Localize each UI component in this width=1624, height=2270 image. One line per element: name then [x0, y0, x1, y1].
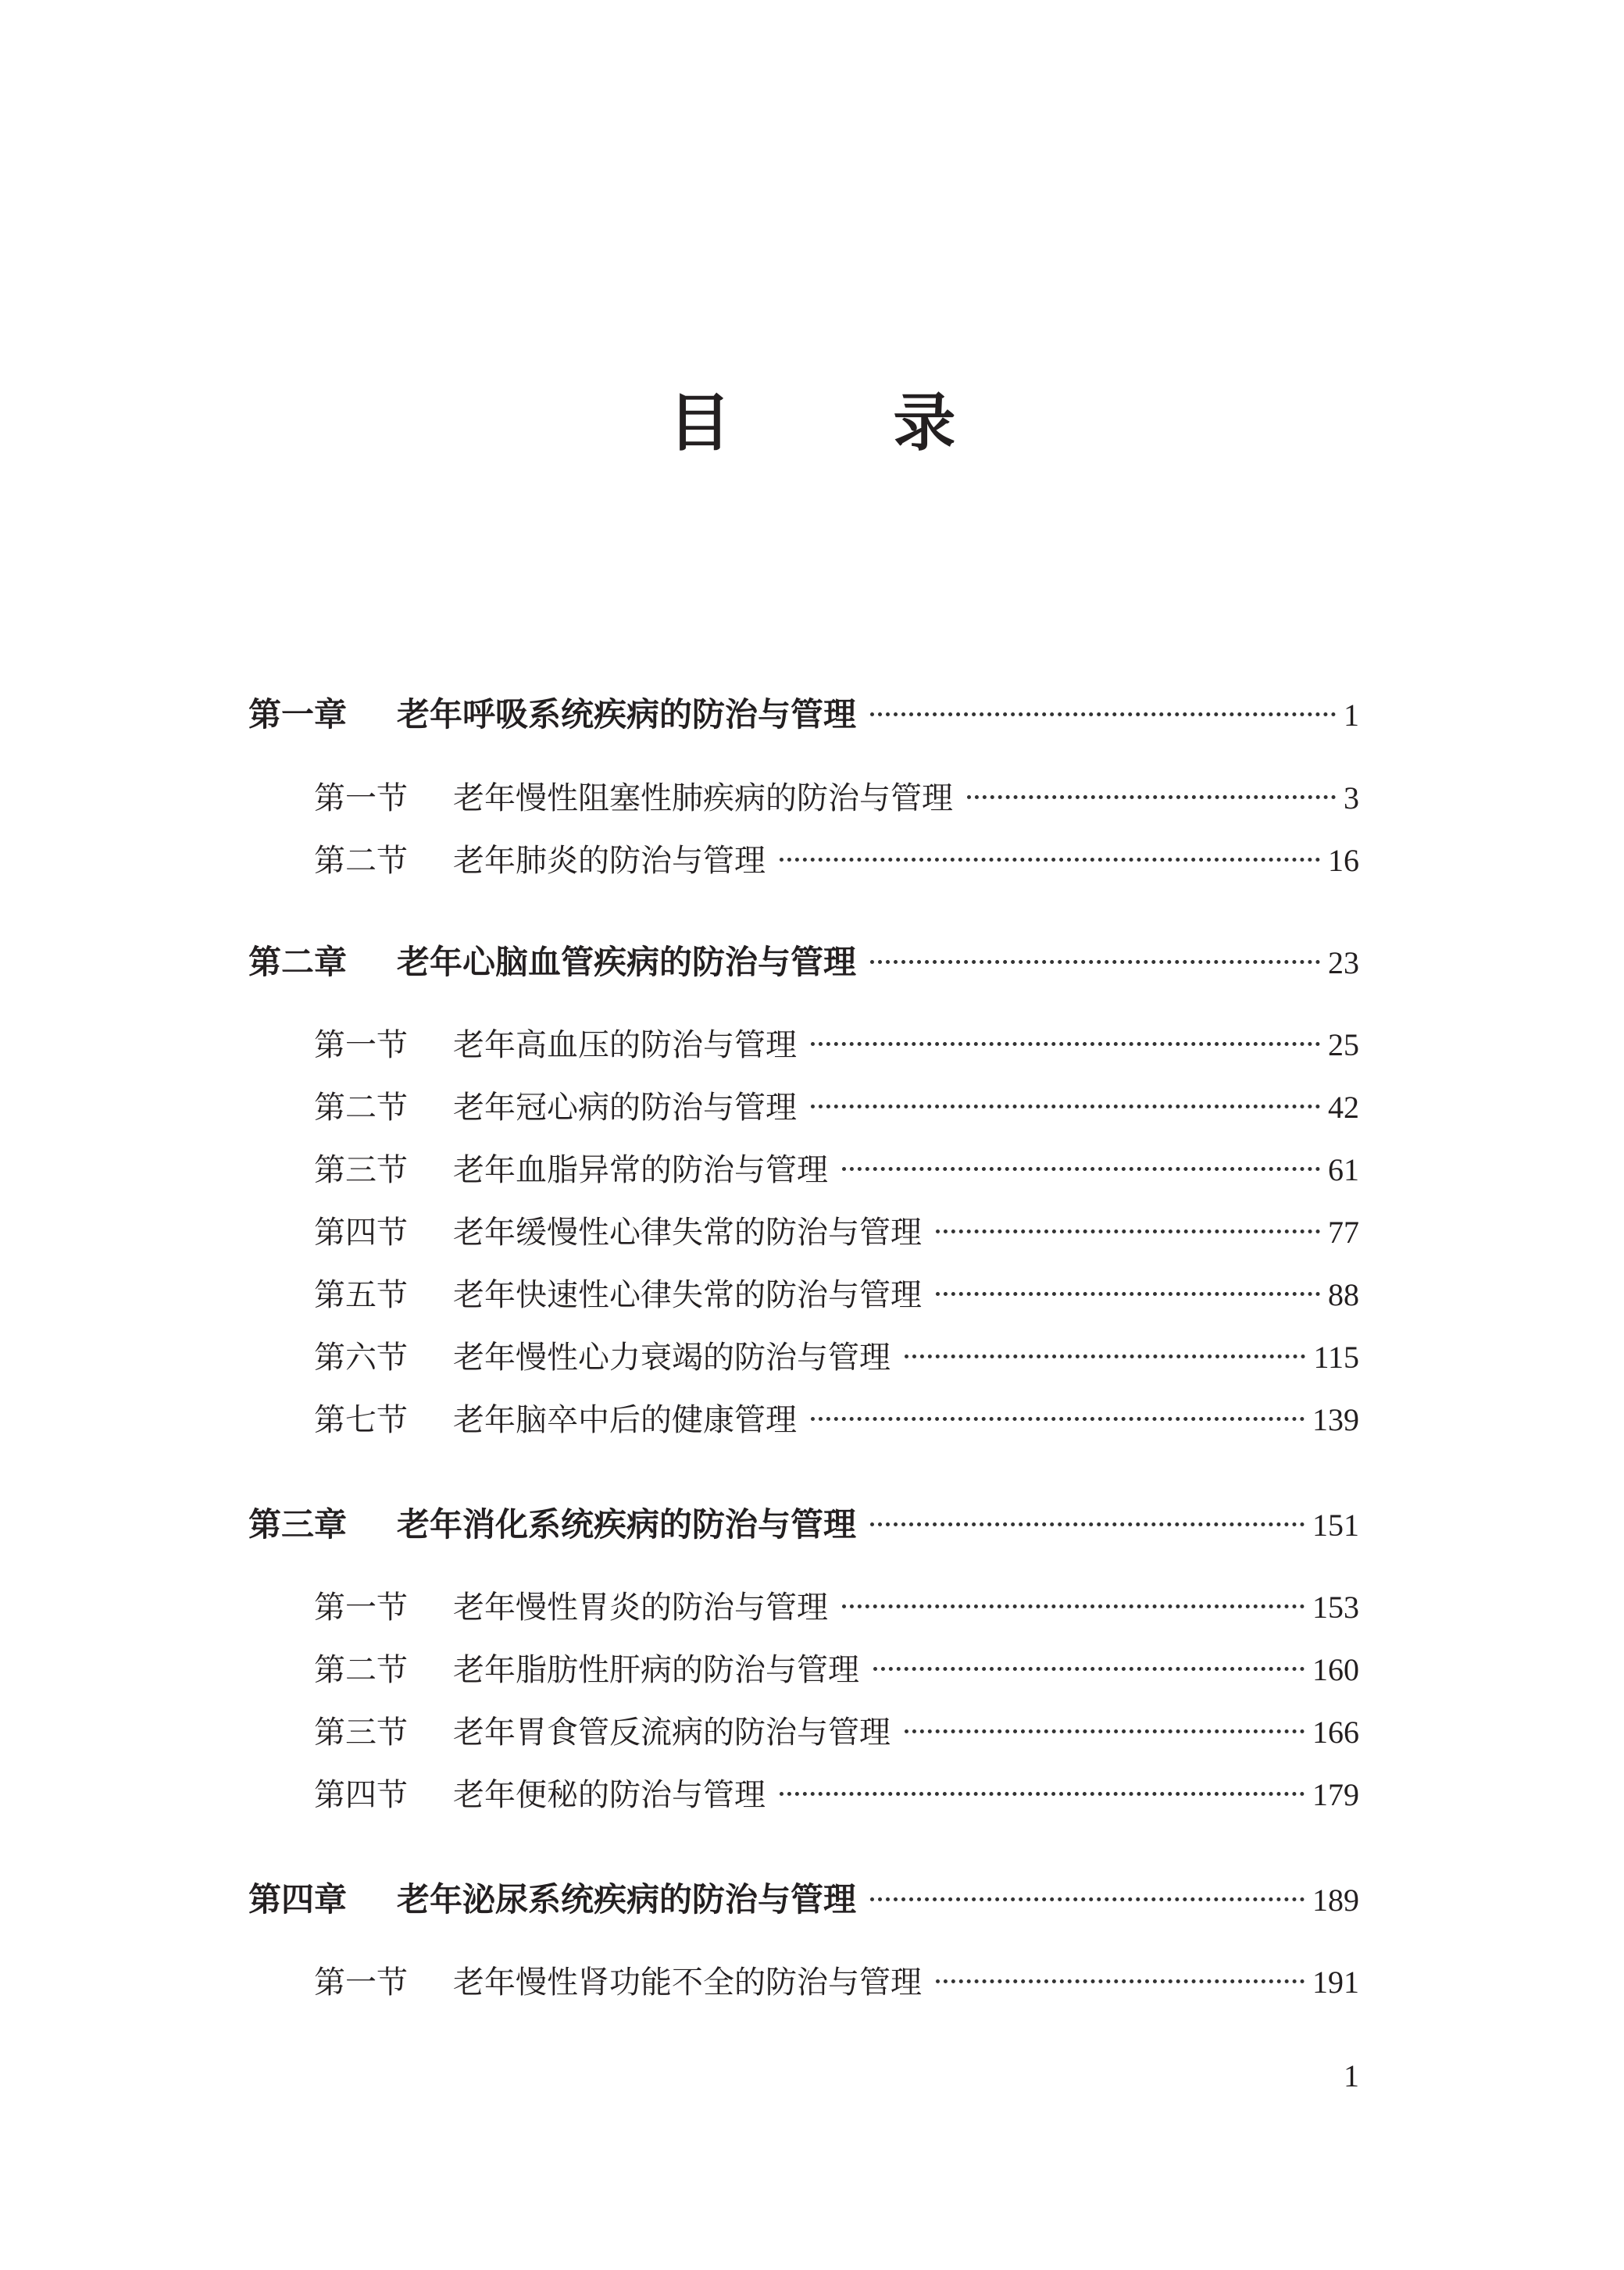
- dot-leader: [873, 1667, 1305, 1671]
- dot-leader: [905, 1355, 1305, 1358]
- toc-section[interactable]: [314, 1647, 1359, 1694]
- toc-section[interactable]: [314, 1397, 1359, 1444]
- toc-page: 166: [1312, 1715, 1359, 1750]
- toc-title: 老年慢性胃炎的防治与管理: [453, 1590, 828, 1626]
- toc-page: 61: [1328, 1152, 1359, 1187]
- toc-chapter-4[interactable]: [248, 1876, 1359, 1924]
- toc-section[interactable]: [314, 775, 1359, 822]
- dot-leader: [967, 795, 1336, 799]
- dot-leader: [811, 1417, 1305, 1421]
- toc-chapter-3[interactable]: [248, 1501, 1359, 1549]
- toc-page: 191: [1312, 1965, 1359, 2000]
- toc-title: 老年快速性心律失常的防治与管理: [453, 1277, 922, 1313]
- toc-label: 第四章: [248, 1880, 348, 1918]
- toc-label: 第二节: [314, 843, 408, 879]
- toc-section[interactable]: [314, 1584, 1359, 1631]
- toc-label: 第一节: [314, 1590, 408, 1626]
- toc-page: 179: [1312, 1777, 1359, 1812]
- toc-title: 老年便秘的防治与管理: [453, 1777, 766, 1813]
- toc-title: 老年脑卒中后的健康管理: [453, 1402, 797, 1438]
- toc-title: 老年心脑血管疾病的防治与管理: [397, 943, 857, 981]
- toc-section[interactable]: [314, 1334, 1359, 1381]
- toc-title: 老年慢性心力衰竭的防治与管理: [453, 1340, 891, 1376]
- dot-leader: [811, 1042, 1320, 1046]
- dot-leader: [870, 1522, 1305, 1526]
- dot-leader: [780, 858, 1320, 862]
- dot-leader: [936, 1292, 1320, 1296]
- toc-page: 153: [1312, 1590, 1359, 1625]
- toc-label: 第二节: [314, 1090, 408, 1126]
- toc-label: 第三节: [314, 1715, 408, 1751]
- toc-page: 139: [1312, 1402, 1359, 1437]
- dot-leader: [870, 712, 1336, 716]
- toc-section[interactable]: [314, 1084, 1359, 1131]
- dot-leader: [811, 1105, 1320, 1108]
- toc-title: 老年缓慢性心律失常的防治与管理: [453, 1215, 922, 1251]
- toc-label: 第七节: [314, 1402, 408, 1438]
- toc-section[interactable]: [314, 1272, 1359, 1319]
- toc-label: 第三章: [248, 1505, 348, 1544]
- dot-leader: [780, 1792, 1305, 1796]
- toc-section[interactable]: [314, 1959, 1359, 2006]
- toc-chapter-1[interactable]: [248, 691, 1359, 739]
- toc-section[interactable]: [314, 1709, 1359, 1756]
- page-number: 1: [1344, 2058, 1359, 2093]
- toc-title: 老年胃食管反流病的防治与管理: [453, 1715, 891, 1751]
- toc-page: 189: [1312, 1883, 1359, 1918]
- toc-page: 16: [1328, 843, 1359, 878]
- toc-page: 42: [1328, 1090, 1359, 1125]
- dot-leader: [870, 960, 1320, 964]
- toc-label: 第四节: [314, 1215, 408, 1251]
- toc-page: 1: [1344, 698, 1359, 733]
- toc-label: 第二章: [248, 943, 348, 981]
- toc-section[interactable]: [314, 1147, 1359, 1194]
- dot-leader: [842, 1167, 1320, 1171]
- toc-label: 第四节: [314, 1777, 408, 1813]
- toc-page: 23: [1328, 945, 1359, 980]
- toc-title: 老年肺炎的防治与管理: [453, 843, 766, 879]
- toc-label: 第五节: [314, 1277, 408, 1313]
- toc-title: 老年慢性阻塞性肺疾病的防治与管理: [453, 780, 953, 816]
- toc-page: 151: [1312, 1508, 1359, 1543]
- dot-leader: [842, 1604, 1305, 1608]
- toc-section[interactable]: [314, 837, 1359, 884]
- dot-leader: [905, 1729, 1305, 1733]
- toc-section[interactable]: [314, 1022, 1359, 1069]
- toc-label: 第一节: [314, 1965, 408, 2001]
- toc-page: 115: [1313, 1340, 1359, 1375]
- toc-chapter-2[interactable]: [248, 939, 1359, 987]
- toc-title: 老年消化系统疾病的防治与管理: [397, 1505, 857, 1544]
- toc-label: 第一节: [314, 780, 408, 816]
- page-title: 目 录: [668, 387, 1026, 459]
- toc-title: 老年高血压的防治与管理: [453, 1027, 797, 1063]
- toc-title: 老年泌尿系统疾病的防治与管理: [397, 1880, 857, 1918]
- toc-label: 第一章: [248, 695, 348, 733]
- dot-leader: [936, 1230, 1320, 1233]
- toc-page: 77: [1328, 1215, 1359, 1250]
- toc-page: 160: [1312, 1652, 1359, 1687]
- toc-page: 88: [1328, 1277, 1359, 1312]
- toc-label: 第六节: [314, 1340, 408, 1376]
- toc-label: 第三节: [314, 1152, 408, 1188]
- toc-title: 老年慢性肾功能不全的防治与管理: [453, 1965, 922, 2001]
- toc-section[interactable]: [314, 1209, 1359, 1256]
- toc-label: 第二节: [314, 1652, 408, 1688]
- toc-title: 老年脂肪性肝病的防治与管理: [453, 1652, 859, 1688]
- toc-page: 25: [1328, 1027, 1359, 1062]
- dot-leader: [936, 1979, 1305, 1983]
- toc-label: 第一节: [314, 1027, 408, 1063]
- toc-section[interactable]: [314, 1772, 1359, 1818]
- toc-title: 老年呼吸系统疾病的防治与管理: [397, 695, 857, 733]
- toc-title: 老年血脂异常的防治与管理: [453, 1152, 828, 1188]
- dot-leader: [870, 1897, 1305, 1901]
- toc-page: 3: [1344, 780, 1359, 816]
- toc-title: 老年冠心病的防治与管理: [453, 1090, 797, 1126]
